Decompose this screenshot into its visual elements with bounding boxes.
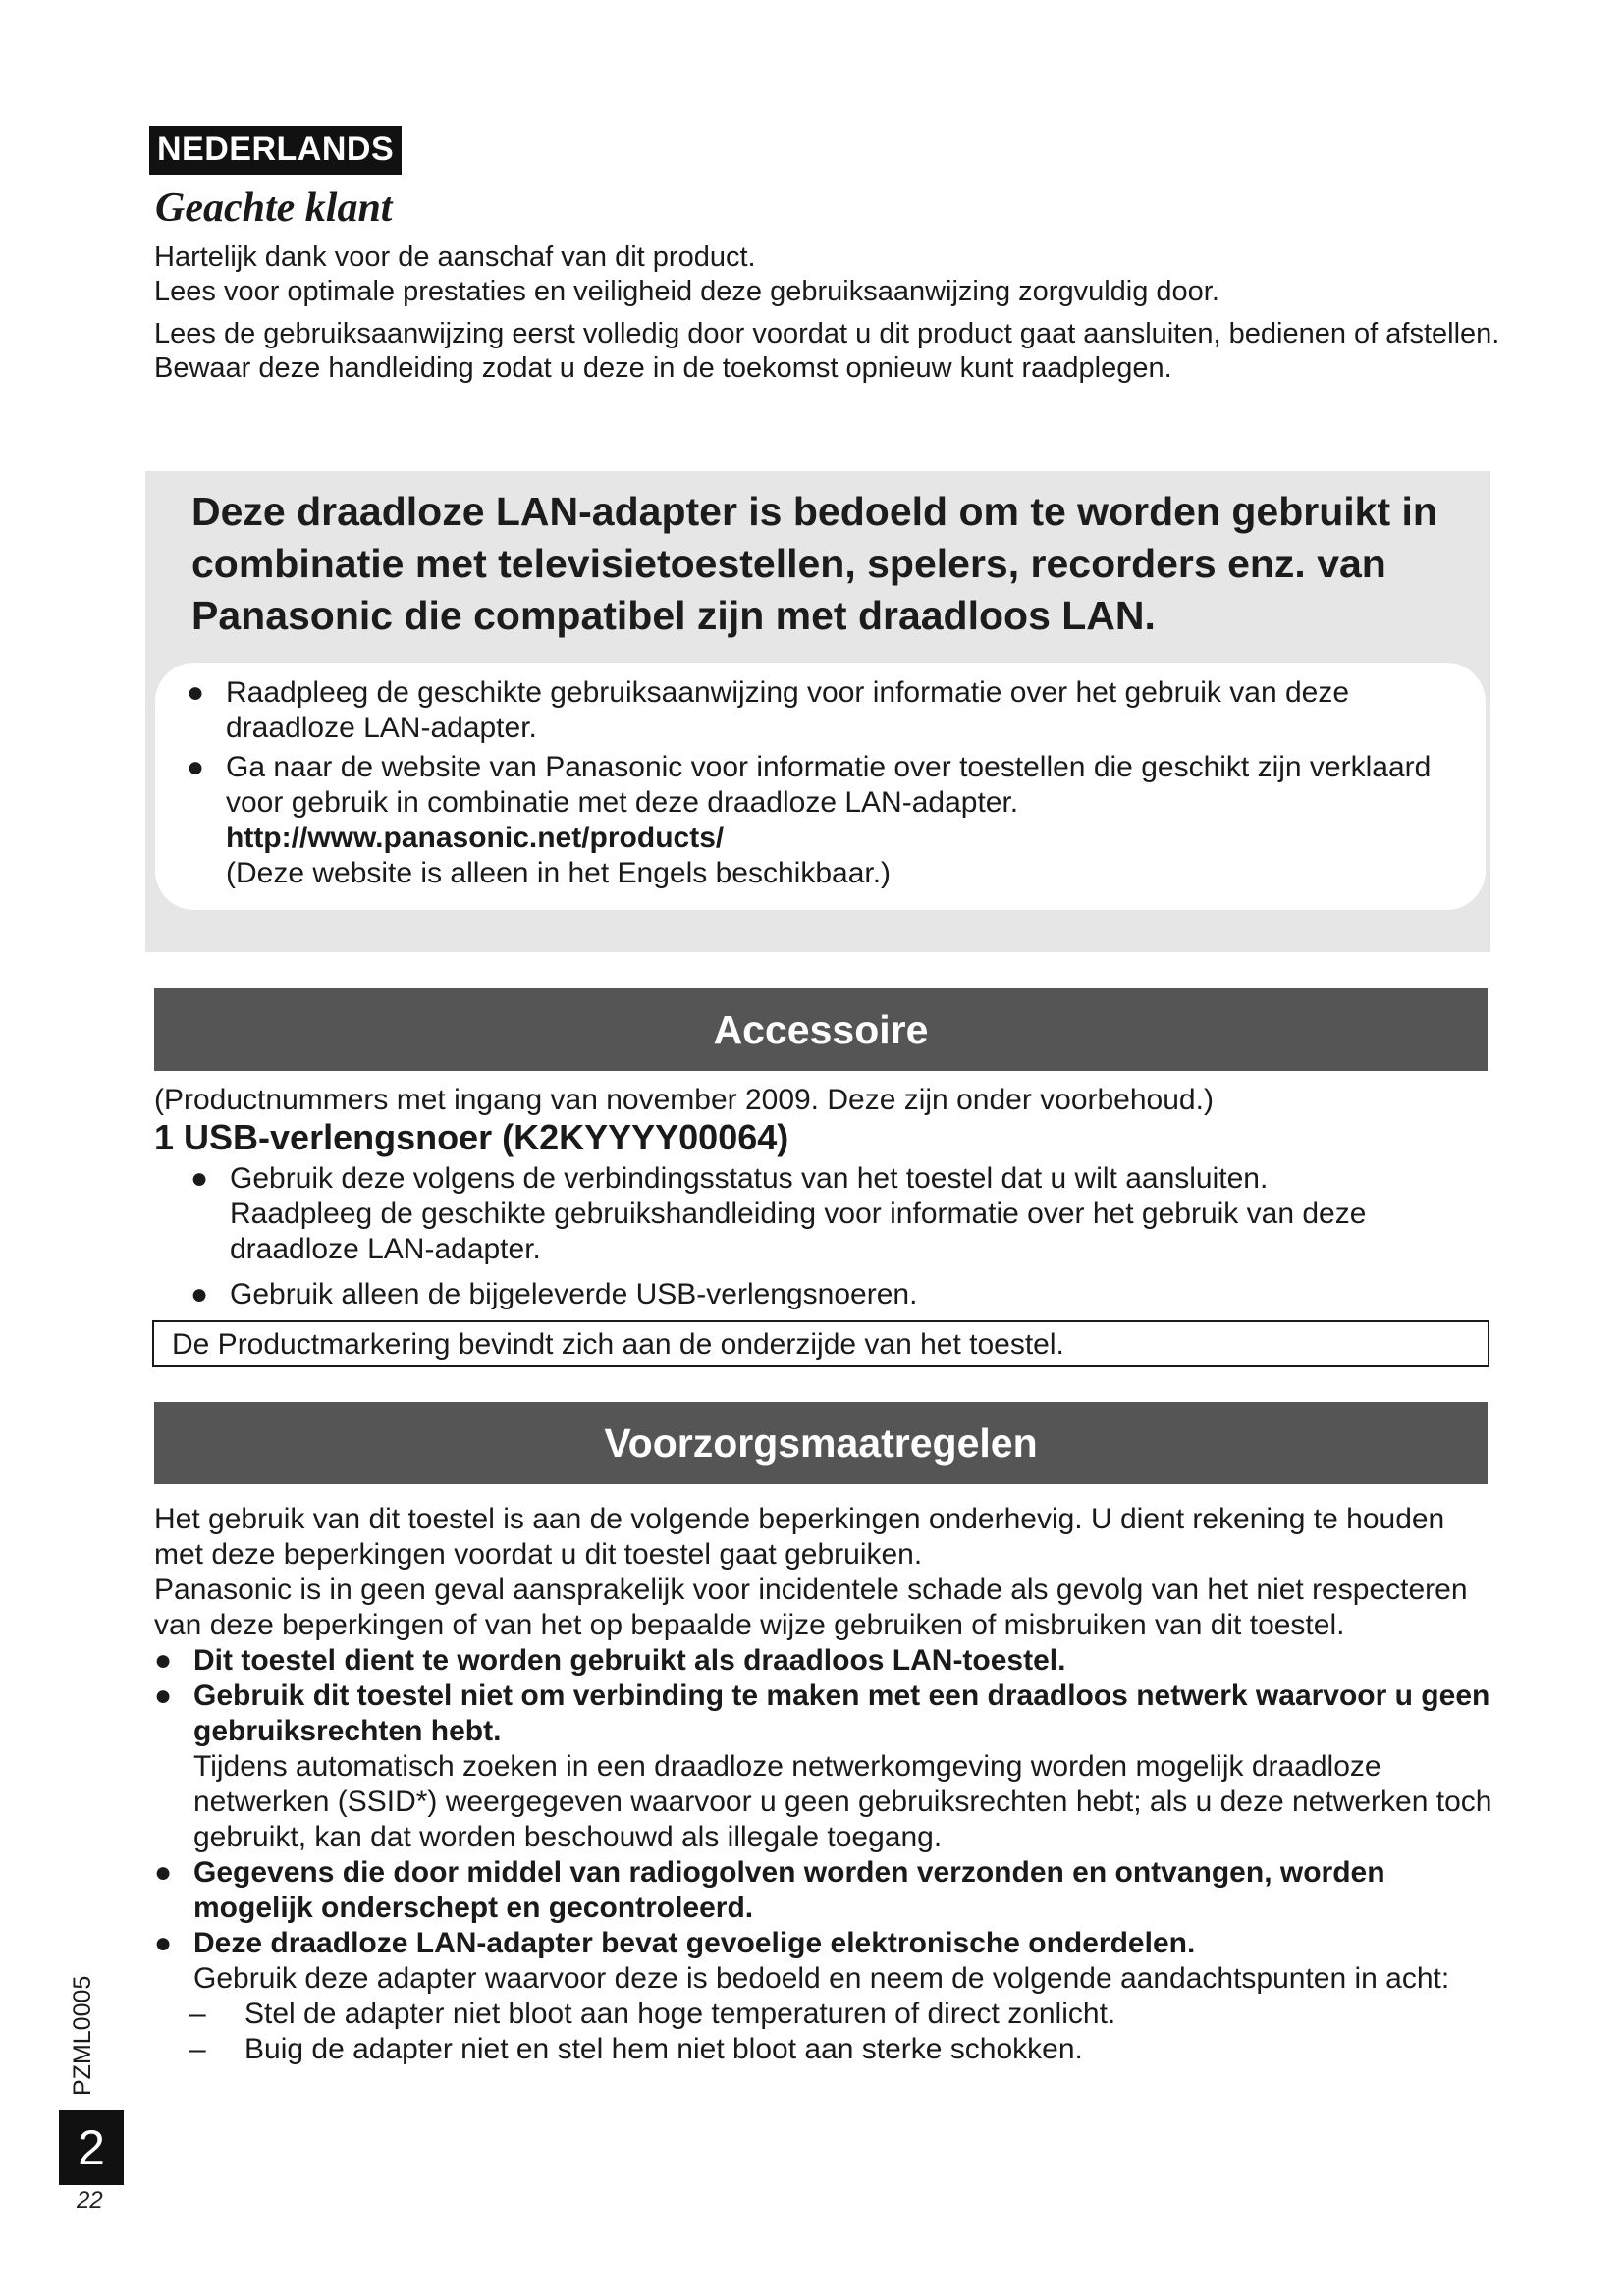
- precautions-paragraph: Het gebruik van dit toestel is aan de volgende beperkingen onderhevig. U dient rekening te houden met deze beperkingen voordat u dit toestel gaat gebruiken.: [154, 1503, 1445, 1571]
- precaution-dash-text: Buig de adapter niet en stel hem niet bloot aan sterke schokken.: [244, 2033, 1083, 2065]
- dash-icon: –: [189, 1998, 206, 2030]
- list-item: [154, 1855, 1499, 1926]
- website-link[interactable]: http://www.panasonic.net/products/: [226, 822, 725, 854]
- precaution-bullet-text: Deze draadloze LAN-adapter bevat gevoelige elektronische onderdelen.: [193, 1927, 1196, 1959]
- precaution-bullet-text: Dit toestel dient te worden gebruikt als draadloos LAN-toestel.: [193, 1644, 1066, 1677]
- notice-title: Deze draadloze LAN-adapter is bedoeld om te worden gebruikt in combinatie met televisietoestellen, spelers, recorders enz. van Panasonic die compatibel zijn met draadloos LAN.: [191, 489, 1437, 638]
- list-item: [190, 1277, 1499, 1312]
- precaution-bullet-detail: Gebruik deze adapter waarvoor deze is bedoeld en neem de volgende aandachtspunten in acht:: [193, 1962, 1450, 1995]
- section-header-precautions: Voorzorgsmaatregelen: [154, 1402, 1488, 1484]
- accessoire-note: (Productnummers met ingang van november 2009. Deze zijn onder voorbehoud.): [154, 1084, 1214, 1116]
- greeting-heading: Geachte klant: [155, 186, 393, 231]
- precaution-bullet-detail: Tijdens automatisch zoeken in een draadloze netwerkomgeving worden mogelijk draadloze netwerken (SSID*) weergegeven waarvoor u geen gebruiksrechten hebt; als u deze netwerken toch gebruikt, kan dat worden beschouwd als illegale toegang.: [193, 1750, 1492, 1853]
- accessoire-bullet-text: Gebruik deze volgens de verbindingsstatus van het toestel dat u wilt aansluiten.: [230, 1162, 1269, 1195]
- accessoire-bullet-text: Gebruik alleen de bijgeleverde USB-verlengsnoeren.: [230, 1278, 918, 1310]
- list-item: [154, 1926, 1499, 1997]
- list-item: [154, 2032, 1499, 2067]
- precautions-paragraph: Panasonic is in geen geval aansprakelijk voor incidentele schade als gevolg van het niet respecteren van deze beperkingen of van het op bepaalde wijze gebruiken of misbruiken van dit toestel.: [154, 1574, 1468, 1641]
- bullet-icon: ●: [190, 1162, 209, 1195]
- bullet-icon: ●: [154, 1927, 173, 1959]
- list-item: [187, 675, 1463, 746]
- list-item: [190, 1161, 1499, 1267]
- notice-list: [187, 675, 1463, 891]
- bullet-icon: ●: [154, 1644, 173, 1677]
- notice-bullet-text: Ga naar de website van Panasonic voor informatie over toestellen die geschikt zijn verklaard voor gebruik in combinatie met deze draadloze LAN-adapter.: [226, 751, 1432, 819]
- intro-line: Lees de gebruiksaanwijzing eerst volledig door voordat u dit product gaat aansluiten, bedienen of afstellen.: [154, 318, 1500, 349]
- accessoire-list: [190, 1161, 1499, 1312]
- list-item: [187, 750, 1463, 891]
- product-marking-box: De Productmarkering bevindt zich aan de onderzijde van het toestel.: [152, 1320, 1489, 1367]
- bullet-icon: ●: [190, 1278, 209, 1310]
- precaution-bullet-text: Gegevens die door middel van radiogolven worden verzonden en ontvangen, worden mogelijk onderschept en gecontroleerd.: [193, 1856, 1385, 1924]
- list-item: [154, 1679, 1499, 1855]
- accessoire-body: [154, 1083, 1499, 1312]
- page-number: 22: [77, 2187, 103, 2214]
- bullet-icon: ●: [154, 1856, 173, 1889]
- document-code: PZML0005: [69, 1975, 96, 2096]
- intro-line: Lees voor optimale prestaties en veiligheid deze gebruiksaanwijzing zorgvuldig door.: [154, 276, 1219, 307]
- section-header-accessoire: Accessoire: [154, 988, 1488, 1071]
- dash-icon: –: [189, 2033, 206, 2065]
- accessoire-bullet-continuation: Raadpleeg de geschikte gebruikshandleiding voor informatie over het gebruik van deze draadloze LAN-adapter.: [230, 1198, 1367, 1265]
- list-item: [154, 1997, 1499, 2032]
- accessoire-item-title: 1 USB-verlengsnoer (K2KYYYY00064): [154, 1117, 789, 1157]
- precaution-dash-text: Stel de adapter niet bloot aan hoge temperaturen of direct zonlicht.: [244, 1998, 1116, 2030]
- intro-line: Hartelijk dank voor de aanschaf van dit product.: [154, 241, 756, 273]
- precautions-body: [154, 1502, 1499, 2067]
- list-item: [154, 1643, 1499, 1679]
- intro-text: [154, 240, 1509, 386]
- language-badge: NEDERLANDS: [149, 126, 402, 175]
- website-note: (Deze website is alleen in het Engels beschikbaar.): [226, 857, 892, 889]
- precaution-bullet-text: Gebruik dit toestel niet om verbinding te maken met een draadloos netwerk waarvoor u geen gebruiksrechten hebt.: [193, 1680, 1490, 1747]
- bullet-icon: ●: [187, 751, 205, 783]
- page-section-box: 2: [59, 2110, 124, 2185]
- bullet-icon: ●: [154, 1680, 173, 1712]
- notice-bullet-text: Raadpleeg de geschikte gebruiksaanwijzing voor informatie over het gebruik van deze draadloze LAN-adapter.: [226, 676, 1350, 744]
- bullet-icon: ●: [187, 676, 205, 709]
- intro-line: Bewaar deze handleiding zodat u deze in de toekomst opnieuw kunt raadplegen.: [154, 352, 1172, 384]
